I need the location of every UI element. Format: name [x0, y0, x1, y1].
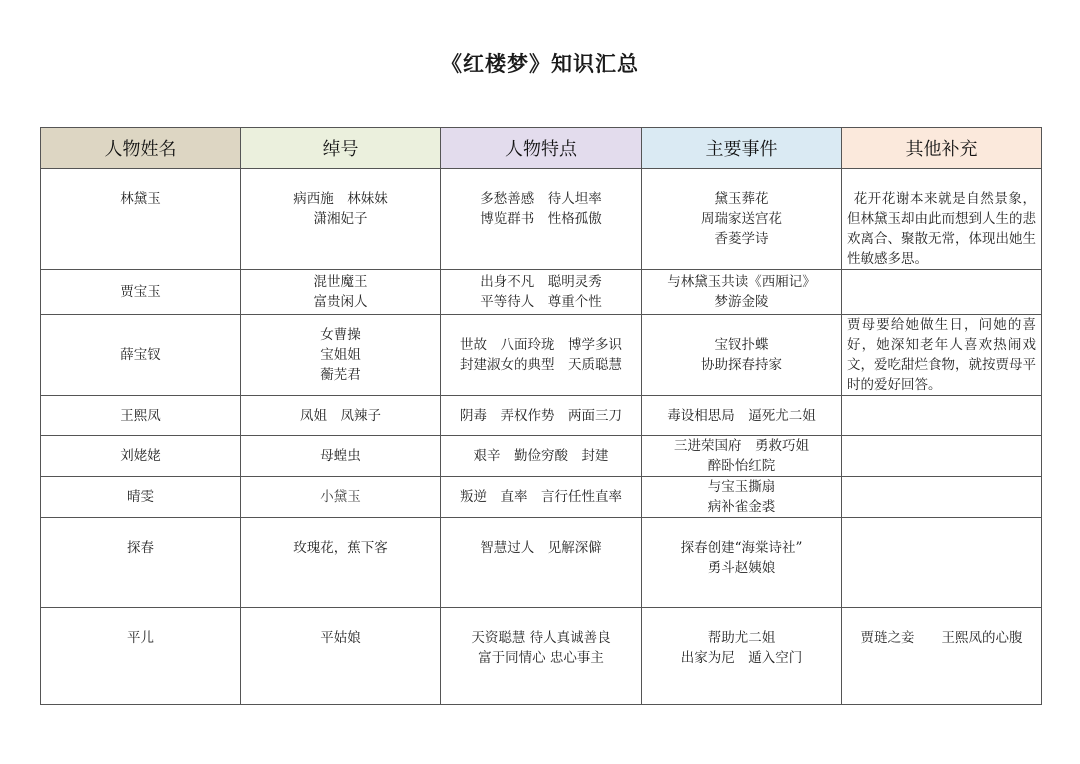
header-name: 人物姓名	[41, 128, 241, 169]
events-line: 醉卧怡红院	[707, 458, 776, 474]
traits-line: 天资聪慧 待人真诚善良	[471, 630, 611, 646]
traits-line: 叛逆 直率 言行任性直率	[460, 489, 622, 505]
events-line: 协助探春持家	[701, 357, 782, 373]
character-name: 林黛玉	[41, 169, 241, 270]
nickname-line: 母蝗虫	[320, 448, 361, 464]
events-line: 与林黛玉共读《西厢记》	[667, 274, 816, 290]
table-row	[41, 608, 1042, 705]
traits-line: 平等待人 尊重个性	[480, 294, 602, 310]
traits-line: 出身不凡 聪明灵秀	[480, 274, 602, 290]
events-line: 周瑞家送宫花	[701, 211, 782, 227]
header-nickname: 绰号	[241, 128, 441, 169]
nickname-cell	[241, 477, 441, 518]
character-name: 王熙凤	[41, 396, 241, 436]
notes-cell	[842, 169, 1042, 270]
events-line: 探春创建“海棠诗社”	[680, 540, 803, 556]
character-name: 探春	[41, 518, 241, 608]
table-row	[41, 396, 1042, 436]
table-row	[41, 315, 1042, 396]
traits-line: 富于同情心 忠心事主	[478, 650, 604, 666]
traits-line: 封建淑女的典型 天质聪慧	[460, 357, 622, 373]
notes-cell	[842, 396, 1042, 436]
table-row	[41, 477, 1042, 518]
traits-line: 多愁善感 待人坦率	[480, 191, 602, 207]
nickname-line: 凤姐 凤辣子	[300, 407, 381, 424]
table-row	[41, 518, 1042, 608]
events-cell	[642, 169, 842, 270]
nickname-cell	[241, 169, 441, 270]
character-name: 晴雯	[41, 477, 241, 518]
notes-cell	[842, 270, 1042, 315]
header-notes: 其他补充	[842, 128, 1042, 169]
events-cell	[642, 608, 842, 705]
nickname-line: 蘅芜君	[320, 367, 361, 383]
nickname-line: 女曹操	[320, 327, 361, 343]
page-title: 《红楼梦》知识汇总	[441, 51, 639, 76]
traits-cell	[441, 169, 642, 270]
traits-cell	[441, 270, 642, 315]
events-cell	[642, 396, 842, 436]
events-line: 黛玉葬花	[714, 191, 769, 207]
events-line: 毒设相思局 逼死尤二姐	[667, 407, 816, 424]
notes-text: 贾母要给她做生日，问她的喜好，她深知老年人喜欢热闹戏文，爱吃甜烂食物，就按贾母平时的爱好回答。	[847, 317, 1036, 393]
nickname-line: 平姑娘	[320, 630, 361, 646]
nickname-cell	[241, 436, 441, 477]
events-line: 三进荣国府 勇救巧姐	[674, 438, 809, 454]
nickname-line: 富贵闲人	[313, 294, 368, 310]
character-name: 薛宝钗	[41, 315, 241, 396]
traits-line: 智慧过人 见解深僻	[480, 540, 602, 556]
traits-cell	[441, 315, 642, 396]
events-cell	[642, 270, 842, 315]
traits-line: 阴毒 弄权作势 两面三刀	[460, 407, 622, 424]
table-row	[41, 169, 1042, 270]
knowledge-table	[40, 127, 1042, 705]
events-line: 与宝玉撕扇	[707, 479, 776, 495]
character-name: 平儿	[41, 608, 241, 705]
header-traits: 人物特点	[441, 128, 642, 169]
traits-cell	[441, 518, 642, 608]
nickname-line: 病西施 林妹妹	[293, 191, 388, 207]
events-cell	[642, 518, 842, 608]
events-line: 出家为尼 遁入空门	[680, 650, 803, 666]
events-line: 宝钗扑蝶	[714, 337, 769, 353]
notes-cell	[842, 315, 1042, 396]
header-row	[41, 128, 1042, 169]
notes-text: 贾琏之妾 王熙凤的心腹	[860, 630, 1023, 646]
character-name: 刘姥姥	[41, 436, 241, 477]
nickname-cell	[241, 396, 441, 436]
events-cell	[642, 436, 842, 477]
notes-text: 花开花谢本来就是自然景象，但林黛玉却由此而想到人生的悲欢离合、聚散无常，体现出她生性敏感多思。	[847, 191, 1036, 267]
table-row	[41, 436, 1042, 477]
traits-cell	[441, 396, 642, 436]
events-line: 帮助尤二姐	[707, 630, 776, 646]
notes-cell	[842, 518, 1042, 608]
events-line: 病补雀金裘	[707, 499, 776, 515]
events-line: 勇斗赵姨娘	[707, 560, 776, 576]
nickname-line: 玫瑰花，蕉下客	[293, 540, 388, 556]
table-row	[41, 270, 1042, 315]
nickname-cell	[241, 315, 441, 396]
traits-cell	[441, 608, 642, 705]
notes-cell	[842, 477, 1042, 518]
events-cell	[642, 477, 842, 518]
header-events: 主要事件	[642, 128, 842, 169]
traits-line: 博览群书 性格孤傲	[480, 211, 602, 227]
character-name: 贾宝玉	[41, 270, 241, 315]
notes-cell	[842, 436, 1042, 477]
events-cell	[642, 315, 842, 396]
traits-cell	[441, 436, 642, 477]
traits-cell	[441, 477, 642, 518]
events-line: 香菱学诗	[714, 231, 769, 247]
nickname-line: 混世魔王	[313, 274, 368, 290]
nickname-line: 潇湘妃子	[313, 211, 368, 227]
nickname-line: 宝姐姐	[320, 347, 361, 363]
traits-line: 艰辛 勤俭穷酸 封建	[473, 448, 609, 464]
traits-line: 世故 八面玲珑 博学多识	[460, 337, 622, 353]
nickname-cell	[241, 270, 441, 315]
events-line: 梦游金陵	[714, 294, 769, 310]
notes-cell	[842, 608, 1042, 705]
nickname-cell	[241, 518, 441, 608]
nickname-cell	[241, 608, 441, 705]
nickname-line: 小黛玉	[320, 489, 361, 505]
